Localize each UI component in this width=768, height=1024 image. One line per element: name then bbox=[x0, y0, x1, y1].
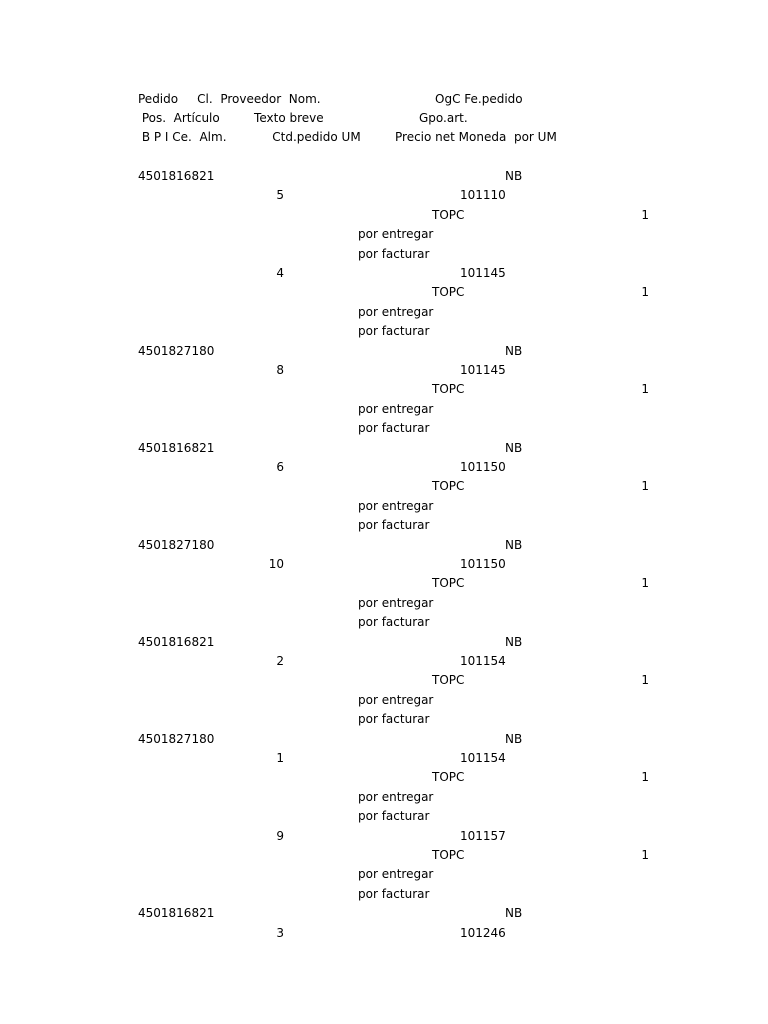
price-unit: 1 bbox=[641, 208, 649, 222]
still-to-invoice-label: por facturar bbox=[358, 809, 430, 823]
still-to-deliver-label: por entregar bbox=[358, 790, 434, 804]
material-group: 101157 bbox=[460, 829, 506, 843]
price-unit: 1 bbox=[641, 382, 649, 396]
currency: TOPC bbox=[432, 208, 465, 222]
still-to-deliver-label: por entregar bbox=[358, 227, 434, 241]
still-to-deliver-label: por entregar bbox=[358, 499, 434, 513]
still-to-invoice-label: por facturar bbox=[358, 247, 430, 261]
order-number: 4501827180 bbox=[138, 732, 215, 746]
still-to-deliver-label: por entregar bbox=[358, 305, 434, 319]
item-position: 4 bbox=[276, 266, 284, 280]
item-position: 3 bbox=[276, 926, 284, 940]
purchasing-group: NB bbox=[505, 635, 523, 649]
currency: TOPC bbox=[432, 576, 465, 590]
price-unit: 1 bbox=[641, 673, 649, 687]
header-line-2: Pos. Artículo Texto breve Gpo.art. bbox=[138, 111, 468, 125]
order-number: 4501816821 bbox=[138, 169, 215, 183]
item-position: 6 bbox=[276, 460, 284, 474]
material-group: 101110 bbox=[460, 188, 506, 202]
purchasing-group: NB bbox=[505, 732, 523, 746]
material-group: 101154 bbox=[460, 751, 506, 765]
order-number: 4501827180 bbox=[138, 344, 215, 358]
material-group: 101145 bbox=[460, 266, 506, 280]
item-position: 9 bbox=[276, 829, 284, 843]
still-to-invoice-label: por facturar bbox=[358, 887, 430, 901]
material-group: 101154 bbox=[460, 654, 506, 668]
currency: TOPC bbox=[432, 479, 465, 493]
item-position: 2 bbox=[276, 654, 284, 668]
purchasing-group: NB bbox=[505, 441, 523, 455]
material-group: 101150 bbox=[460, 460, 506, 474]
purchasing-group: NB bbox=[505, 344, 523, 358]
still-to-invoice-label: por facturar bbox=[358, 324, 430, 338]
order-number: 4501816821 bbox=[138, 635, 215, 649]
item-position: 5 bbox=[276, 188, 284, 202]
still-to-deliver-label: por entregar bbox=[358, 402, 434, 416]
still-to-invoice-label: por facturar bbox=[358, 421, 430, 435]
still-to-invoice-label: por facturar bbox=[358, 518, 430, 532]
price-unit: 1 bbox=[641, 576, 649, 590]
currency: TOPC bbox=[432, 673, 465, 687]
currency: TOPC bbox=[432, 770, 465, 784]
item-position: 10 bbox=[268, 557, 284, 571]
material-group: 101246 bbox=[460, 926, 506, 940]
material-group: 101145 bbox=[460, 363, 506, 377]
purchasing-group: NB bbox=[505, 169, 523, 183]
still-to-deliver-label: por entregar bbox=[358, 867, 434, 881]
price-unit: 1 bbox=[641, 285, 649, 299]
still-to-deliver-label: por entregar bbox=[358, 693, 434, 707]
currency: TOPC bbox=[432, 848, 465, 862]
item-position: 8 bbox=[276, 363, 284, 377]
currency: TOPC bbox=[432, 382, 465, 396]
still-to-invoice-label: por facturar bbox=[358, 615, 430, 629]
still-to-invoice-label: por facturar bbox=[358, 712, 430, 726]
purchasing-group: NB bbox=[505, 906, 523, 920]
header-line-3: B P I Ce. Alm. Ctd.pedido UM Precio net Moneda por UM bbox=[138, 130, 557, 144]
still-to-deliver-label: por entregar bbox=[358, 596, 434, 610]
price-unit: 1 bbox=[641, 770, 649, 784]
price-unit: 1 bbox=[641, 479, 649, 493]
order-number: 4501827180 bbox=[138, 538, 215, 552]
material-group: 101150 bbox=[460, 557, 506, 571]
order-number: 4501816821 bbox=[138, 441, 215, 455]
purchasing-group: NB bbox=[505, 538, 523, 552]
item-position: 1 bbox=[276, 751, 284, 765]
currency: TOPC bbox=[432, 285, 465, 299]
order-number: 4501816821 bbox=[138, 906, 215, 920]
price-unit: 1 bbox=[641, 848, 649, 862]
header-line-1: Pedido Cl. Proveedor Nom. OgC Fe.pedido bbox=[138, 92, 523, 106]
